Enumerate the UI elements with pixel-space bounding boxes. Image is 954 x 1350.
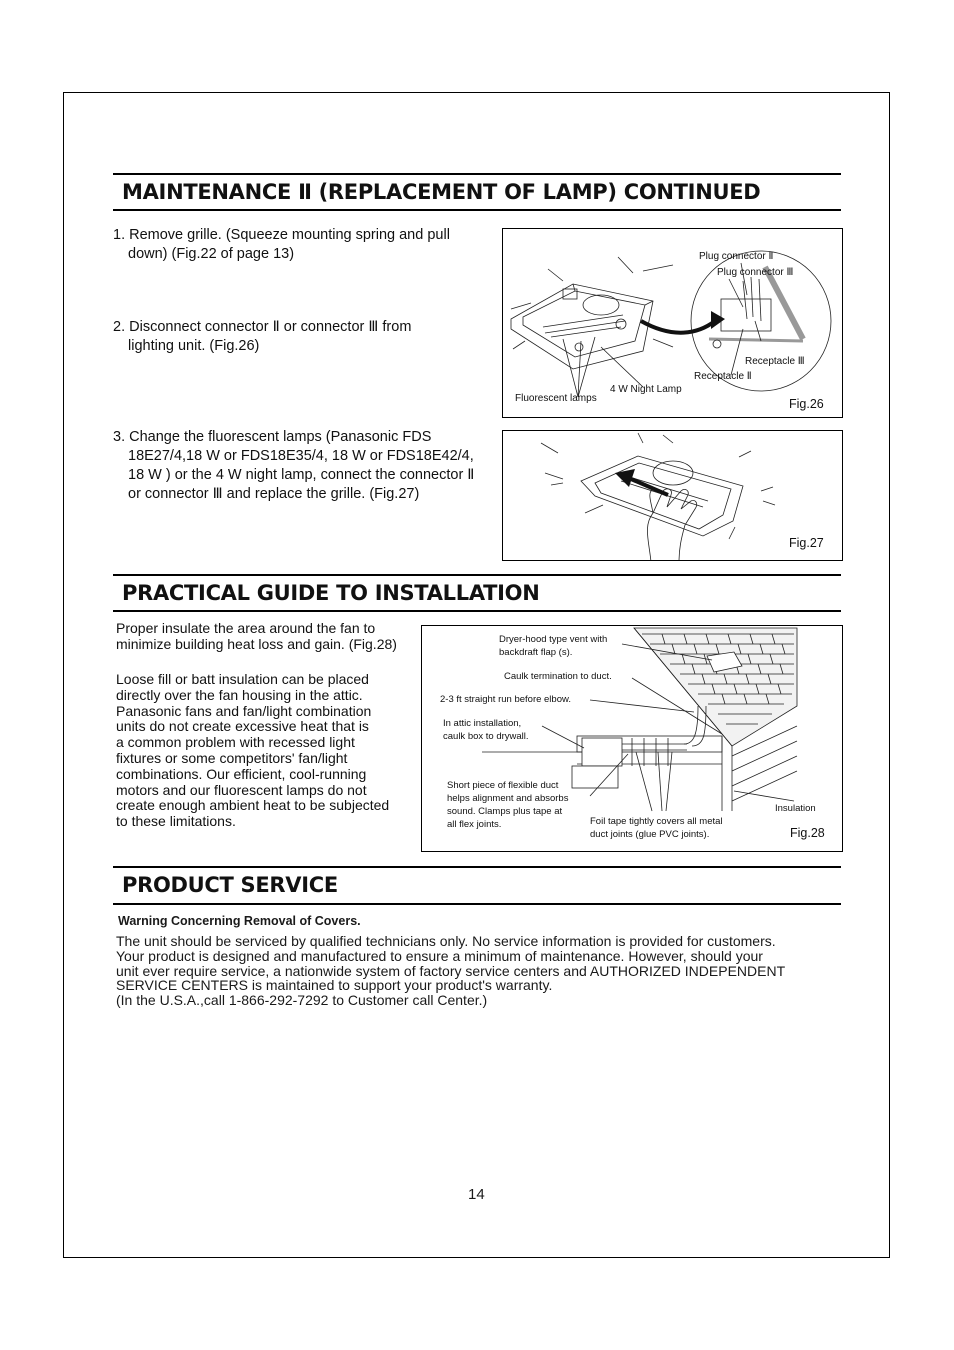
label-dryer-hood-2: backdraft flap (s). <box>499 647 573 658</box>
step-1-line: 1. Remove grille. (Squeeze mounting spring and pull <box>113 227 450 243</box>
label-straight-run: 2-3 ft straight run before elbow. <box>440 694 571 705</box>
paragraph-line: fixtures or some competitors' fan/light <box>116 749 348 766</box>
step-1-line: down) (Fig.22 of page 13) <box>128 246 295 262</box>
fig26-caption: Fig.26 <box>789 397 824 411</box>
service-paragraph <box>116 934 856 1008</box>
paragraph-line: SERVICE CENTERS is maintained to support your product's warranty. <box>116 977 553 994</box>
label-plug-connector-3: Plug connector Ⅲ <box>717 267 794 278</box>
step-2-line: lighting unit. (Fig.26) <box>128 338 260 354</box>
label-night-lamp: 4 W Night Lamp <box>610 384 682 395</box>
label-receptacle-2: Receptacle Ⅱ <box>694 371 752 382</box>
label-caulk-termination: Caulk termination to duct. <box>504 671 612 682</box>
label-foil-tape-2: duct joints (glue PVC joints). <box>590 829 710 840</box>
paragraph-line: directly over the fan housing in the attic. <box>116 686 363 703</box>
figure-27 <box>502 430 843 561</box>
section-rule-bottom <box>113 903 841 905</box>
label-plug-connector-2: Plug connector Ⅱ <box>699 251 774 262</box>
label-flex-duct-2: helps alignment and absorbs <box>447 793 569 804</box>
label-fluorescent-lamps: Fluorescent lamps <box>515 393 597 404</box>
step-3-line: 3. Change the fluorescent lamps (Panasonic FDS <box>113 429 432 445</box>
figure-26 <box>502 228 843 418</box>
step-2 <box>113 318 493 356</box>
label-attic-1: In attic installation, <box>443 718 522 729</box>
service-heading: PRODUCT SERVICE <box>122 873 338 897</box>
step-2-line: 2. Disconnect connector Ⅱ or connector Ⅲ from <box>113 319 412 335</box>
step-3-line: or connector Ⅲ and replace the grille. (Fig.27) <box>128 486 420 502</box>
warning-title: Warning Concerning Removal of Covers. <box>118 914 361 928</box>
maintenance-heading: MAINTENANCE Ⅱ (REPLACEMENT OF LAMP) CONTINUED <box>122 180 761 204</box>
step-1 <box>113 226 493 264</box>
step-3-line: 18 W ) or the 4 W night lamp, connect the connector Ⅱ <box>128 467 475 483</box>
section-rule-bottom <box>113 209 841 211</box>
paragraph-line: Panasonic fans and fan/light combination <box>116 702 372 719</box>
figure-28 <box>421 625 843 852</box>
label-flex-duct-4: all flex joints. <box>447 819 502 830</box>
label-receptacle-3: Receptacle Ⅲ <box>745 356 805 367</box>
section-rule-top <box>113 173 841 175</box>
label-dryer-hood-1: Dryer-hood type vent with <box>499 634 608 645</box>
installation-paragraph-1 <box>116 621 416 653</box>
paragraph-line: Loose fill or batt insulation can be placed <box>116 671 369 687</box>
section-rule-top <box>113 866 841 868</box>
section-rule-top <box>113 574 841 576</box>
paragraph-line: combinations. Our efficient, cool-running <box>116 765 367 782</box>
paragraph-line: motors and our fluorescent lamps do not <box>116 781 367 798</box>
installation-paragraph-2 <box>116 672 416 830</box>
step-3-line: 18E27/4,18 W or FDS18E35/4, 18 W or FDS18E42/4, <box>128 448 474 464</box>
installation-heading: PRACTICAL GUIDE TO INSTALLATION <box>122 581 540 605</box>
page-number: 14 <box>468 1186 485 1203</box>
label-flex-duct-3: sound. Clamps plus tape at <box>447 806 563 817</box>
paragraph-line: units do not create excessive heat that is <box>116 718 369 735</box>
paragraph-line: to these limitations. <box>116 813 236 830</box>
paragraph-line: unit ever require service, a nationwide system of factory service centers and AUTHORIZED INDEPENDENT <box>116 962 786 979</box>
paragraph-line: The unit should be serviced by qualified technicians only. No service information is provided for customers. <box>116 933 776 949</box>
paragraph-line: a common problem with recessed light <box>116 734 355 751</box>
paragraph-line: create enough ambient heat to be subjected <box>116 797 390 814</box>
section-rule-bottom <box>113 610 841 612</box>
step-3 <box>113 428 498 504</box>
paragraph-line: minimize building heat loss and gain. (Fig.28) <box>116 635 397 652</box>
label-foil-tape-1: Foil tape tightly covers all metal <box>590 816 723 827</box>
fig27-caption: Fig.27 <box>789 536 824 550</box>
label-flex-duct-1: Short piece of flexible duct <box>447 780 559 791</box>
fig28-caption: Fig.28 <box>790 826 825 840</box>
label-attic-2: caulk box to drywall. <box>443 731 529 742</box>
label-insulation: Insulation <box>775 803 816 814</box>
paragraph-line: Your product is designed and manufactured to ensure a minimum of maintenance. However, should your <box>116 947 763 964</box>
paragraph-line: (In the U.S.A.,call 1-866-292-7292 to Customer call Center.) <box>116 992 488 1009</box>
paragraph-line: Proper insulate the area around the fan to <box>116 620 376 636</box>
